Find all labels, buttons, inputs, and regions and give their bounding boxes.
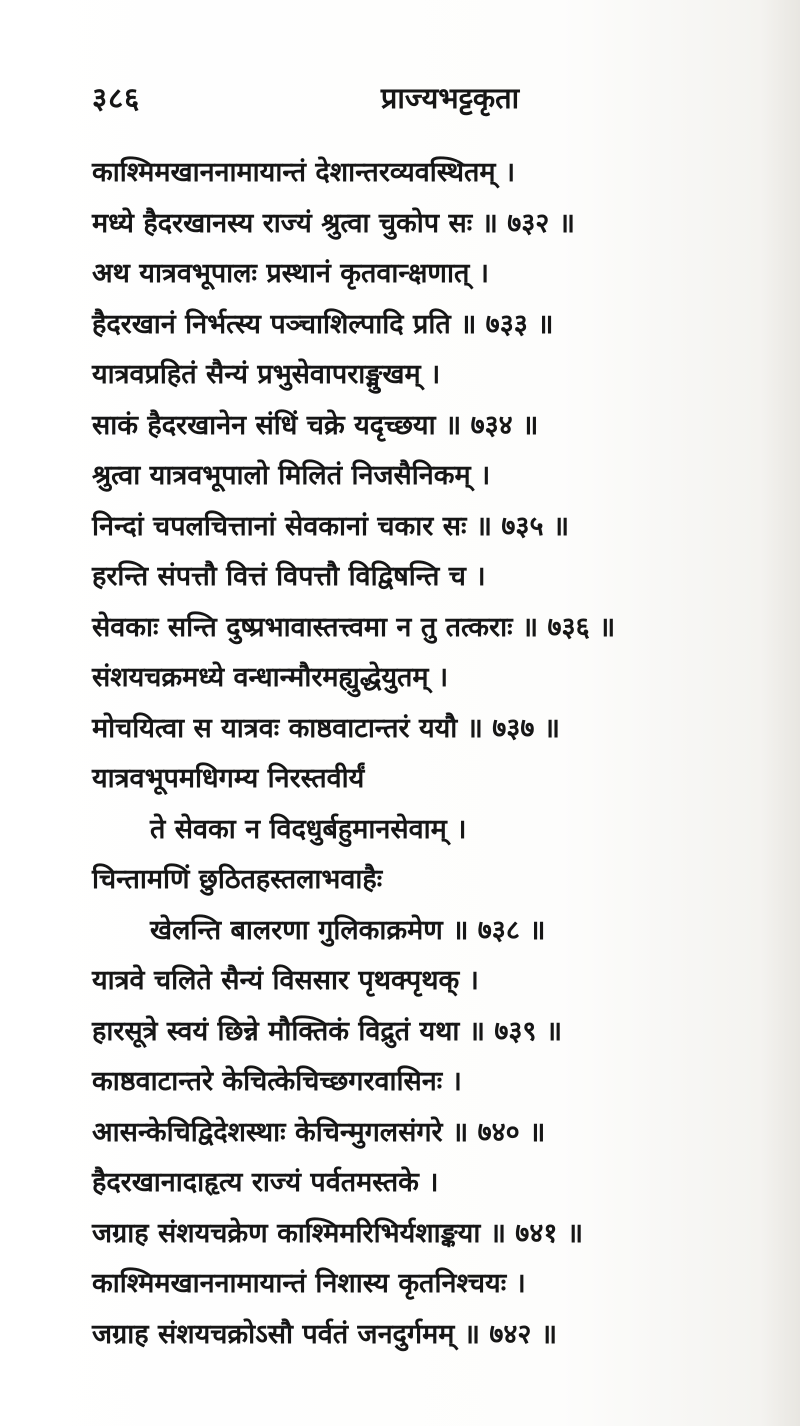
page-number: ३८६: [92, 81, 141, 115]
verse-line: चिन्तामणिं छुठितहस्तलाभवाहैः: [92, 864, 383, 895]
verse-line: हारसूत्रे स्वयं छिन्ने मौक्तिकं विद्रुतं यथा ॥ ७३९ ॥: [92, 1015, 563, 1047]
verse-line: काश्मिमखाननामायान्तं देशान्तरव्यवस्थितम् ।: [92, 157, 516, 188]
verse-line: जग्राह संशयचक्रेण काश्मिमरिभिर्यशाङ्कया ॥ ७४१ ॥: [92, 1217, 583, 1249]
verse-line: अथ यात्रवभूपालः प्रस्थानं कृतवान्क्षणात् ।: [92, 258, 489, 289]
verse-line: निन्दां चपलचित्तानां सेवकानां चकार सः ॥ ७३५ ॥: [92, 510, 570, 542]
verse-line: मोचयित्वा स यात्रवः काष्ठवाटान्तरं ययौ ॥ ७३७ ॥: [92, 712, 560, 744]
verse-line: यात्रवभूपमधिगम्य निरस्तवीर्यं: [92, 763, 365, 794]
verse-line: यात्रवप्रहितं सैन्यं प्रभुसेवापराङ्मुखम् ।: [92, 359, 441, 390]
verse-line: यात्रवे चलिते सैन्यं विससार पृथक्पृथक् ।: [92, 965, 479, 996]
verse-line: सेवकाः सन्ति दुष्प्रभावास्तत्त्वमा न तु तत्कराः ॥ ७३६ ॥: [92, 611, 616, 643]
verse-line: खेलन्ति बालरणा गुलिकाक्रमेण ॥ ७३८ ॥: [150, 914, 546, 946]
verse-line: काष्ठवाटान्तरे केचित्केचिच्छगरवासिनः ।: [92, 1066, 462, 1097]
verse-block: [0, 148, 800, 1360]
verse-line: साकं हैदरखानेन संधिं चक्रे यदृच्छया ॥ ७३४ ॥: [92, 409, 539, 441]
verse-line: मध्ये हैदरखानस्य राज्यं श्रुत्वा चुकोप सः ॥ ७३२ ॥: [92, 207, 575, 239]
page-header: [0, 78, 800, 128]
running-title: प्राज्यभट्टकृता: [380, 81, 520, 115]
verse-line: हैदरखानं निर्भत्स्य पञ्चाशिल्पादि प्रति ॥ ७३३ ॥: [92, 308, 554, 340]
verse-line: श्रुत्वा यात्रवभूपालो मिलितं निजसैनिकम् ।: [92, 460, 491, 491]
verse-line: जग्राह संशयचक्रोऽसौ पर्वतं जनदुर्गमम् ॥ ७४२ ॥: [92, 1318, 558, 1350]
verse-line: हैदरखानादाहृत्य राज्यं पर्वतमस्तके ।: [92, 1167, 439, 1198]
verse-line: संशयचक्रमध्ये वन्धान्मौरमह्युद्धेयुतम् ।: [92, 662, 449, 693]
verse-line: ते सेवका न विदधुर्बहुमानसेवाम् ।: [150, 813, 467, 845]
verse-line: आसन्केचिद्विदेशस्थाः केचिन्मुगलसंगरे ॥ ७४० ॥: [92, 1116, 546, 1148]
verse-line: काश्मिमखाननामायान्तं निशास्य कृतनिश्चयः ।: [92, 1268, 526, 1299]
verse-line: हरन्ति संपत्तौ वित्तं विपत्तौ विद्विषन्ति च ।: [92, 561, 486, 592]
